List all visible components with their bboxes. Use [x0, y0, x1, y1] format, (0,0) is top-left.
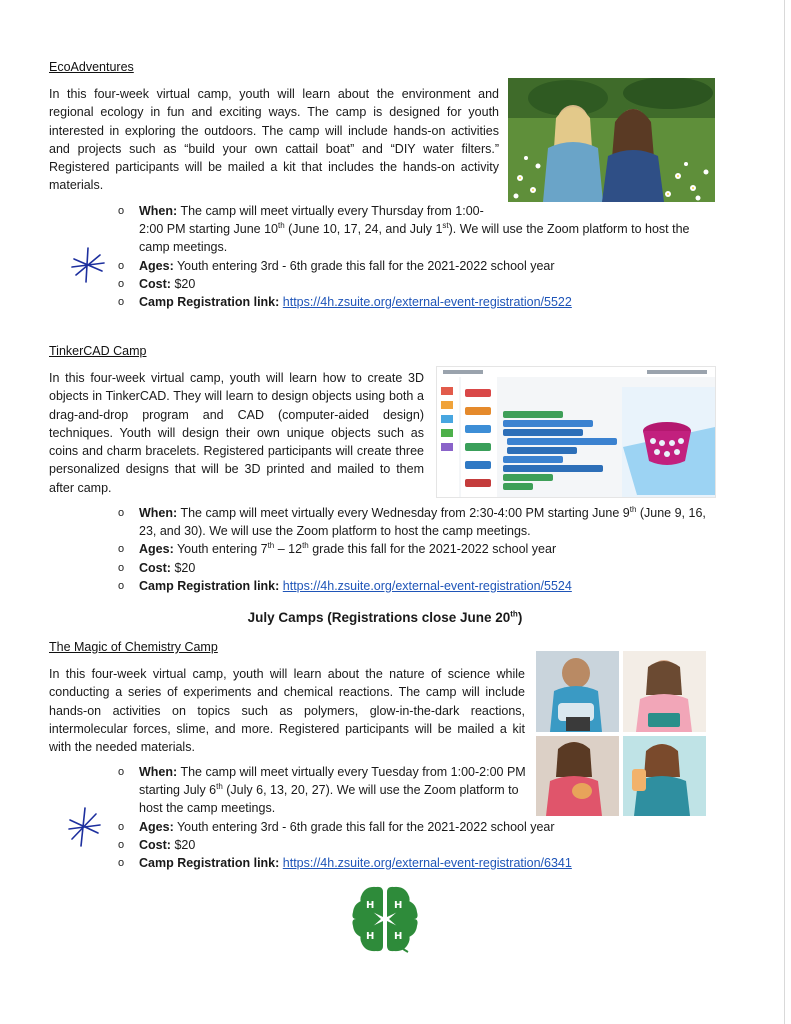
svg-text:H: H: [394, 931, 403, 942]
svg-text:H: H: [394, 900, 403, 911]
eco-ages: o Ages: Youth entering 3rd - 6th grade this fall for the 2021-2022 school year: [118, 257, 698, 275]
tinker-registration: o Camp Registration link: https://4h.zsuite.org/external-event-registration/5524: [118, 577, 718, 595]
chem-ages: o Ages: Youth entering 3rd - 6th grade this fall for the 2021-2022 school year: [118, 818, 718, 836]
tinker-cost: o Cost: $20: [118, 559, 718, 577]
eco-registration: o Camp Registration link: https://4h.zsuite.org/external-event-registration/5522: [118, 293, 698, 311]
eco-cost: o Cost: $20: [118, 275, 698, 293]
tinker-when: o When: The camp will meet virtually every Wednesday from 2:30-4:00 PM starting June 9th (June 9, 16, 23, and 30). We will use the Zoom platform to host the camp meetings.: [118, 504, 718, 540]
eco-heading: EcoAdventures: [49, 60, 134, 74]
eco-description: In this four-week virtual camp, youth will learn about the environment and regional ecology in fun and exciting ways. The camp is designed for youth interested in exploring the outdoors. The camp will include hands-on activities and projects such as “build your own cattail boat” and “DIY water filters.” Registered participants will be mailed a kit that includes the hands-on activity materials.: [49, 87, 499, 193]
svg-text:H: H: [366, 931, 375, 942]
eco-photo-girls-in-meadow: [508, 78, 715, 202]
eco-registration-link[interactable]: https://4h.zsuite.org/external-event-registration/5522: [282, 295, 572, 310]
tinker-ages: o Ages: Youth entering 7th – 12th grade this fall for the 2021-2022 school year: [118, 540, 718, 558]
eco-when: o When: The camp will meet virtually every Thursday from 1:00- 2:00 PM starting June 10th (June 10, 17, 24, and July 1st). We will use the Zoom platform to host the camp meetings.: [118, 202, 698, 257]
handwritten-star-icon: [66, 805, 102, 849]
chem-registration: o Camp Registration link: https://4h.zsuite.org/external-event-registration/6341: [118, 854, 718, 872]
4h-clover-logo: [352, 884, 418, 954]
chem-heading: The Magic of Chemistry Camp: [49, 640, 218, 654]
chem-when: o When: The camp will meet virtually every Tuesday from 1:00-2:00 PM starting July 6th (July 6, 13, 20, 27). We will use the Zoom platform to host the camp meetings.: [118, 763, 529, 818]
tinker-heading: TinkerCAD Camp: [49, 344, 147, 358]
chem-details-list: [118, 763, 718, 872]
tinker-details-list: [118, 504, 718, 595]
july-camps-title: July Camps (Registrations close June 20th): [247, 609, 523, 625]
svg-text:H: H: [366, 900, 375, 911]
tinker-registration-link[interactable]: https://4h.zsuite.org/external-event-registration/5524: [282, 578, 572, 593]
tinkercad-screenshot: [436, 366, 716, 498]
tinker-description: In this four-week virtual camp, youth will learn how to create 3D objects in TinkerCAD. They will learn to design objects using both a drag-and-drop program and CAD (computer-aided design) techniques. Youth will design their own unique objects such as coins and charm bracelets. Registered participants will create three personalized designs that will be 3D printed and mailed to them after camp.: [49, 371, 424, 495]
page-edge: [784, 0, 785, 1024]
handwritten-star-icon: [70, 245, 106, 285]
chem-description: In this four-week virtual camp, youth will learn about the nature of science while conducting a series of experiments and chemical reactions. The camp will include hands-on activities on topics such as polymers, glow-in-the-dark reactions, intermolecular forces, slime, and more. Registered participants will be mailed a kit with the needed materials.: [49, 667, 525, 755]
eco-details-list: [118, 202, 698, 311]
chem-registration-link[interactable]: https://4h.zsuite.org/external-event-registration/6341: [282, 856, 572, 871]
chem-cost: o Cost: $20: [118, 836, 718, 854]
